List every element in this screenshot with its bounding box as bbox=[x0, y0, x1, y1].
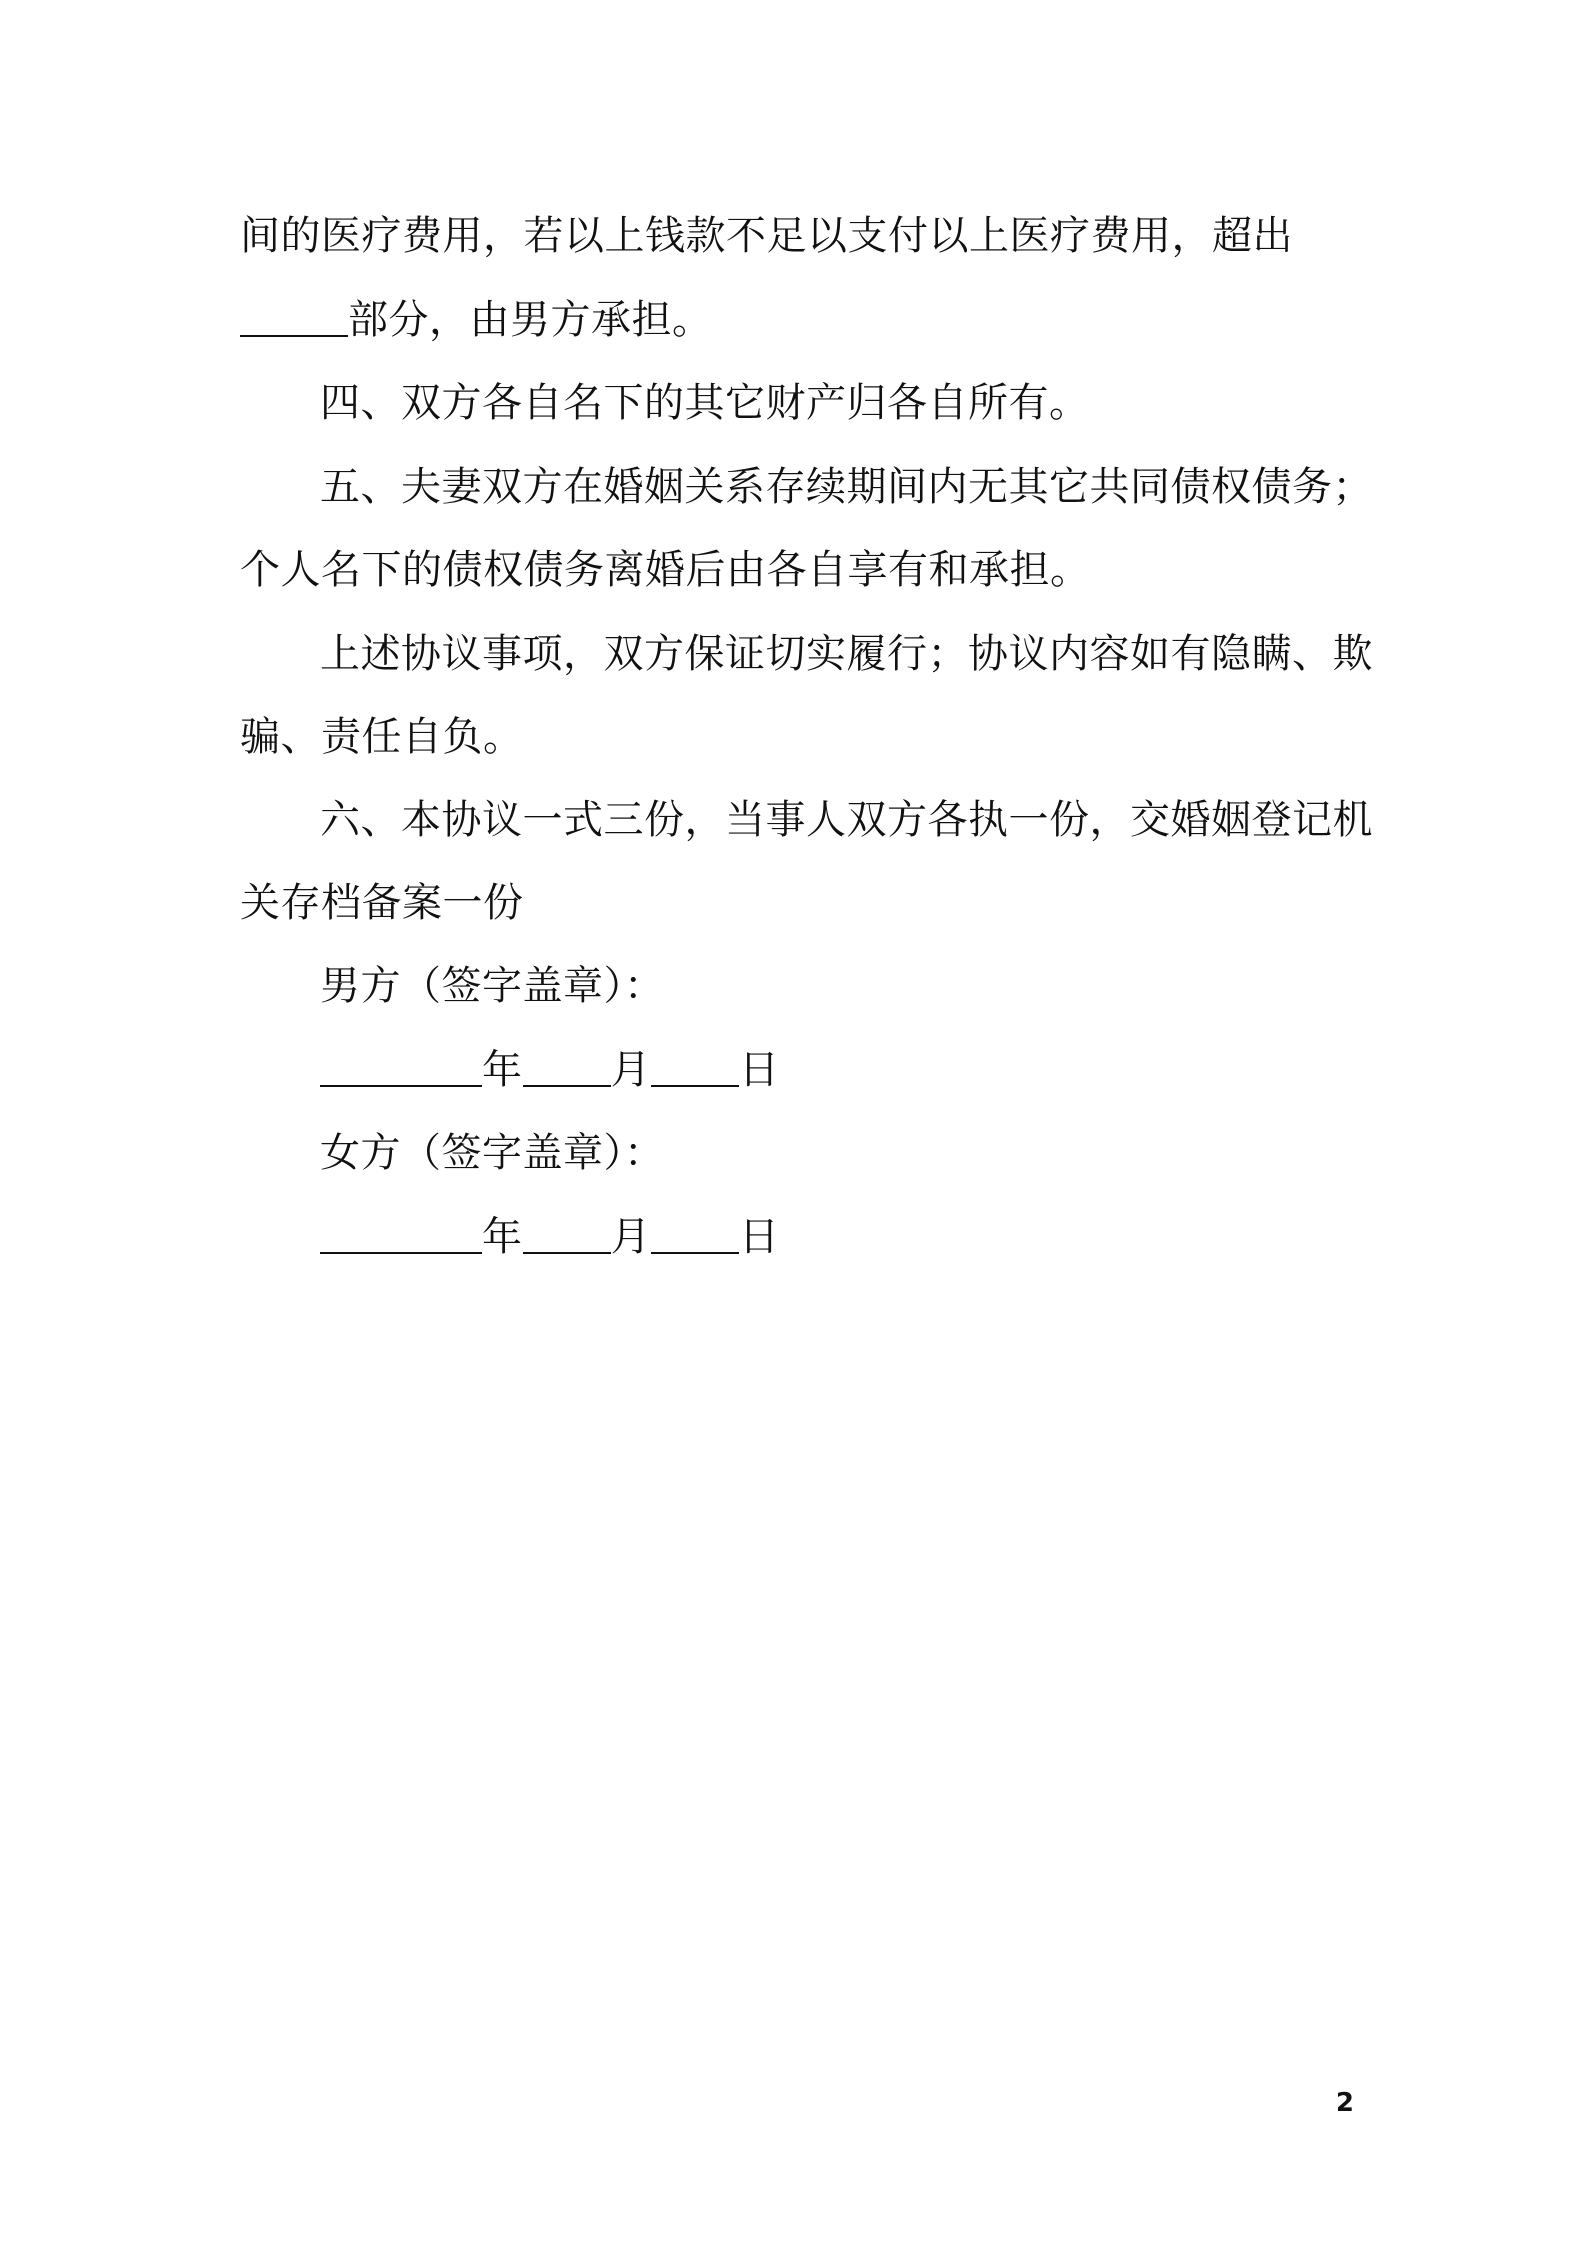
day-blank bbox=[651, 1045, 739, 1087]
fill-blank bbox=[240, 295, 348, 337]
day-label: 日 bbox=[739, 1047, 780, 1093]
female-signature-label bbox=[320, 1125, 1360, 1181]
paragraph-line bbox=[320, 459, 1373, 515]
paragraph-line bbox=[240, 875, 1360, 931]
page-number: 2 bbox=[1335, 2088, 1354, 2118]
month-label: 月 bbox=[610, 1047, 651, 1093]
paragraph-line bbox=[240, 709, 1360, 765]
paragraph-text: 骗、责任自负。 bbox=[240, 714, 524, 760]
year-label: 年 bbox=[482, 1047, 523, 1093]
paragraph-text: 五、夫妻双方在婚姻关系存续期间内无其它共同债权债务； bbox=[320, 464, 1373, 510]
paragraph-line bbox=[320, 375, 1360, 431]
male-signature-date bbox=[320, 1042, 1360, 1098]
paragraph-text: 间的医疗费用，若以上钱款不足以支付以上医疗费用，超出 bbox=[240, 213, 1293, 259]
paragraph-text: 部分，由男方承担。 bbox=[348, 297, 713, 343]
paragraph-line bbox=[240, 542, 1360, 598]
month-label: 月 bbox=[610, 1214, 651, 1260]
year-blank bbox=[320, 1212, 482, 1254]
day-label: 日 bbox=[739, 1214, 780, 1260]
month-blank bbox=[523, 1045, 611, 1087]
signature-label-text: 男方（签字盖章）： bbox=[320, 963, 665, 1009]
male-signature-label bbox=[320, 958, 1360, 1014]
year-blank bbox=[320, 1045, 482, 1087]
paragraph-line bbox=[320, 792, 1373, 848]
paragraph-line bbox=[320, 626, 1373, 682]
paragraph-text: 六、本协议一式三份，当事人双方各执一份，交婚姻登记机 bbox=[320, 797, 1373, 843]
paragraph-text: 个人名下的债权债务离婚后由各自享有和承担。 bbox=[240, 547, 1091, 593]
paragraph-line bbox=[240, 208, 1360, 264]
month-blank bbox=[523, 1212, 611, 1254]
female-signature-date bbox=[320, 1209, 1360, 1265]
year-label: 年 bbox=[482, 1214, 523, 1260]
day-blank bbox=[651, 1212, 739, 1254]
paragraph-text: 四、双方各自名下的其它财产归各自所有。 bbox=[320, 380, 1090, 426]
paragraph-line bbox=[240, 292, 1360, 348]
paragraph-text: 上述协议事项，双方保证切实履行；协议内容如有隐瞒、欺 bbox=[320, 631, 1373, 677]
paragraph-text: 关存档备案一份 bbox=[240, 880, 524, 926]
signature-label-text: 女方（签字盖章）： bbox=[320, 1130, 665, 1176]
